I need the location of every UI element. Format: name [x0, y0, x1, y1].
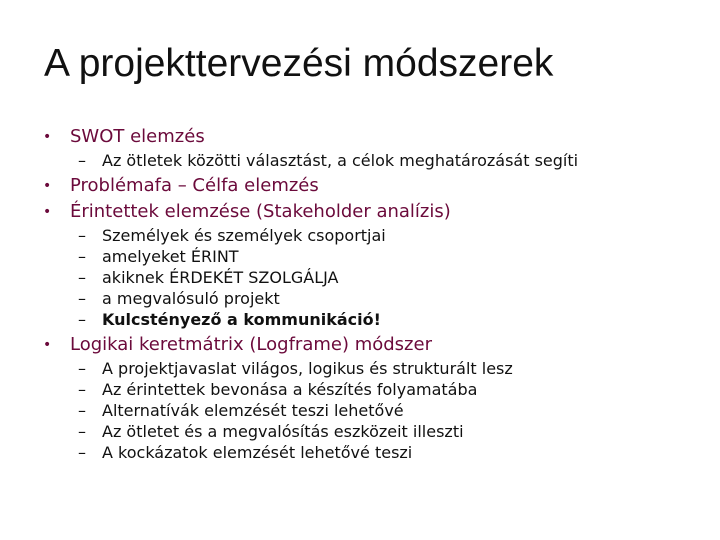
sub-bullet-text: Az ötletet és a megvalósítás eszközeit illeszti [102, 422, 464, 441]
dash-icon: – [78, 289, 86, 308]
sub-bullet-item [0, 358, 720, 379]
bullet-dot-icon: • [43, 204, 52, 220]
bullet-text: SWOT elemzés [70, 126, 205, 147]
dash-icon: – [78, 247, 86, 266]
bullet-item [0, 199, 720, 225]
sub-bullet-text: Az érintettek bevonása a készítés folyamatába [102, 380, 478, 399]
slide-title: A projekttervezési módszerek [44, 42, 554, 85]
sub-bullet-item [0, 400, 720, 421]
bullet-text: Logikai keretmátrix (Logframe) módszer [70, 334, 432, 355]
dash-icon: – [78, 401, 86, 420]
sub-bullet-item [0, 442, 720, 463]
bullet-item [0, 124, 720, 150]
sub-bullet-text: a megvalósuló projekt [102, 289, 280, 308]
sub-bullet-item [0, 288, 720, 309]
sub-bullet-item [0, 225, 720, 246]
dash-icon: – [78, 151, 86, 170]
bullet-item [0, 173, 720, 199]
bullet-list [0, 124, 720, 463]
sub-bullet-item [0, 246, 720, 267]
bullet-text: Problémafa – Célfa elemzés [70, 175, 319, 196]
bullet-dot-icon: • [43, 129, 52, 145]
sub-bullet-item [0, 267, 720, 288]
dash-icon: – [78, 422, 86, 441]
dash-icon: – [78, 268, 86, 287]
dash-icon: – [78, 380, 86, 399]
dash-icon: – [78, 443, 86, 462]
dash-icon: – [78, 226, 86, 245]
sub-bullet-text: Alternatívák elemzését teszi lehetővé [102, 401, 404, 420]
bullet-item [0, 332, 720, 358]
sub-bullet-item [0, 379, 720, 400]
sub-bullet-text-emphasis: Kulcstényező a kommunikáció! [102, 310, 381, 329]
sub-bullet-item [0, 309, 720, 330]
sub-bullet-text: akiknek ÉRDEKÉT SZOLGÁLJA [102, 268, 339, 287]
sub-bullet-text: A kockázatok elemzését lehetővé teszi [102, 443, 413, 462]
sub-bullet-item [0, 150, 720, 171]
sub-bullet-text: Személyek és személyek csoportjai [102, 226, 386, 245]
sub-bullet-text: amelyeket ÉRINT [102, 247, 239, 266]
bullet-text: Érintettek elemzése (Stakeholder analízis) [70, 201, 451, 222]
sub-bullet-text: Az ötletek közötti választást, a célok meghatározását segíti [102, 151, 579, 170]
bullet-dot-icon: • [43, 178, 52, 194]
dash-icon: – [78, 310, 86, 329]
bullet-dot-icon: • [43, 337, 52, 353]
dash-icon: – [78, 359, 86, 378]
sub-bullet-item [0, 421, 720, 442]
sub-bullet-text: A projektjavaslat világos, logikus és strukturált lesz [102, 359, 513, 378]
